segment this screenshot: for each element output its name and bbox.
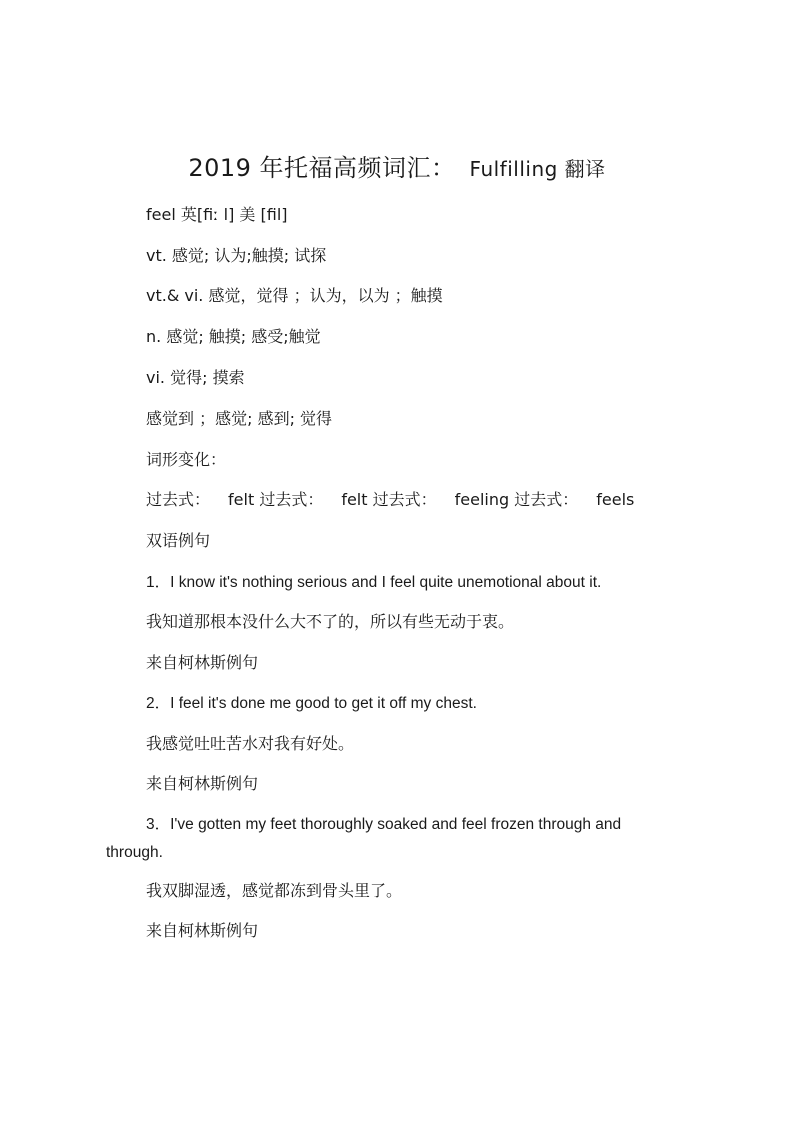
- form-label: 过去式：: [259, 490, 324, 509]
- form-value: feeling: [454, 490, 510, 509]
- form-label: 过去式：: [514, 490, 579, 509]
- page-title: [0, 148, 794, 183]
- word-forms: [146, 490, 674, 510]
- form-label: 过去式：: [372, 490, 437, 509]
- title-en: Fulfilling 翻译: [469, 157, 606, 181]
- example-2-source: 来自柯林斯例句: [146, 774, 259, 793]
- definition-n: n. 感觉; 触摸; 感受;触觉: [146, 327, 321, 346]
- word-forms-heading: 词形变化：: [146, 450, 227, 469]
- definition-vt-vi: vt.& vi. 感觉，觉得 ；认为，以为 ；触摸: [146, 286, 443, 305]
- title-zh: 2019 年托福高频词汇：: [188, 154, 456, 182]
- definition-other: 感觉到 ；感觉; 感到; 觉得: [146, 409, 333, 428]
- example-2-en: 2．I feel it's done me good to get it off my chest.: [146, 695, 477, 712]
- definition-vi: vi. 觉得; 摸索: [146, 368, 245, 387]
- form-value: feels: [596, 490, 635, 509]
- example-1-en: 1．I know it's nothing serious and I feel quite unemotional about it.: [146, 574, 602, 591]
- pronunciation: feel 英[fiː l] 美 [fil]: [146, 205, 288, 224]
- example-3-zh: 我双脚湿透，感觉都冻到骨头里了。: [146, 881, 403, 900]
- examples-heading: 双语例句: [146, 531, 211, 550]
- example-3-en: 3．I've gotten my feet thoroughly soaked and feel frozen through and through.: [106, 816, 622, 861]
- example-2-zh: 我感觉吐吐苦水对我有好处。: [146, 734, 355, 753]
- example-1-source: 来自柯林斯例句: [146, 653, 259, 672]
- form-value: felt: [228, 490, 255, 509]
- form-label: 过去式：: [146, 490, 211, 509]
- example-1-zh: 我知道那根本没什么大不了的，所以有些无动于衷。: [146, 612, 515, 631]
- definition-vt: vt. 感觉; 认为;触摸; 试探: [146, 246, 327, 265]
- form-value: felt: [341, 490, 368, 509]
- example-3-source: 来自柯林斯例句: [146, 921, 259, 940]
